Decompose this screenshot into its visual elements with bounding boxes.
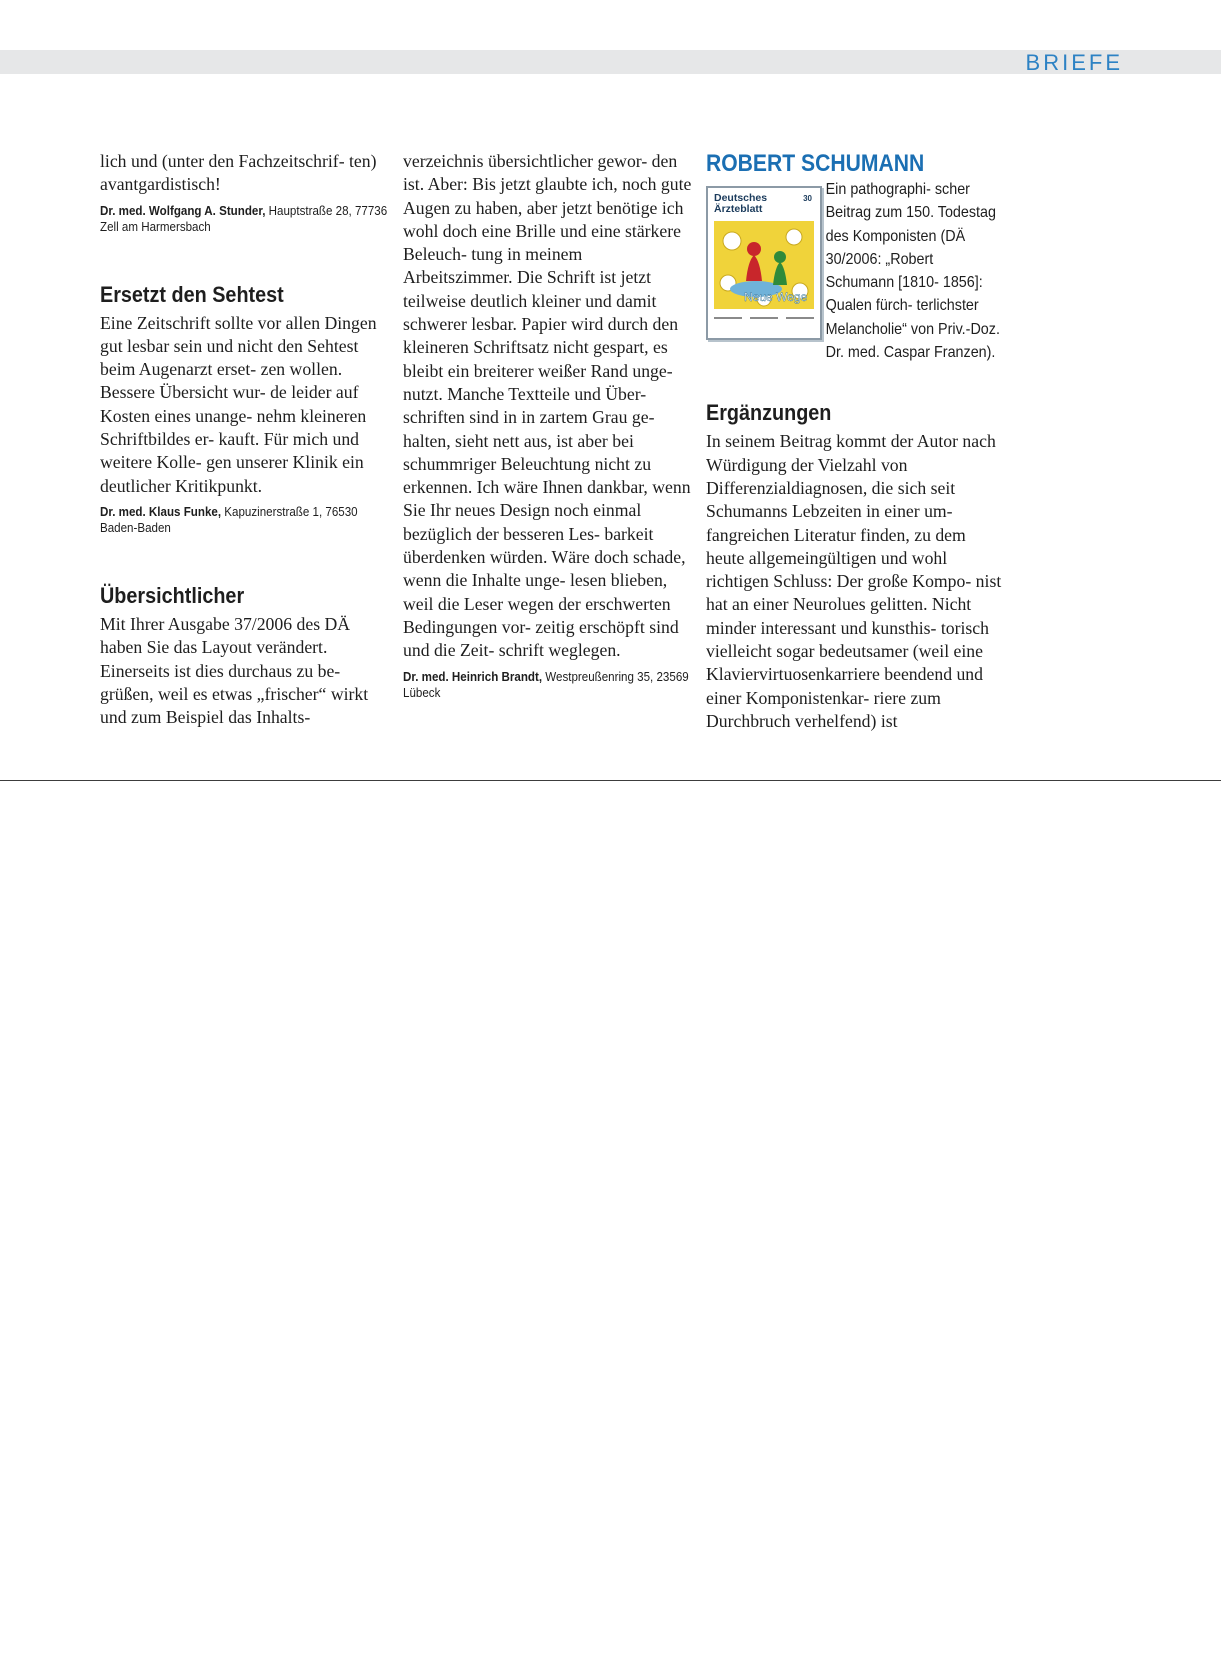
letter-text: lich und (unter den Fachzeitschrif- ten) avantgardistisch! bbox=[100, 151, 377, 195]
column-1 bbox=[100, 150, 390, 729]
letter-heading: Übersichtlicher bbox=[100, 582, 245, 608]
letter-text: In seinem Beitrag kommt der Autor nach Würdigung der Vielzahl von Differenzialdiagnosen, die sich seit Schumanns Lebzeiten in einer um- fangreichen Literatur finden, zu dem heute allgemeingültigen und wohl richtigen Schluss: Der große Kompo- nist hat an einer Neurolues gelitten. Nicht minder interessant und kunsthis- torisch vielleicht sogar bedeutsamer (weil eine Klaviervirtuosenkarriere beendend und einer Komponistenkar- riere zum Durchbruch verhelfend) ist bbox=[706, 431, 1002, 731]
letter-heading: Ergänzungen bbox=[706, 400, 832, 426]
author-address: Kapuzinerstraße 1, 76530 Baden-Baden bbox=[100, 504, 358, 536]
column-3 bbox=[706, 150, 1002, 733]
article-reference: Ein pathographi- scher Beitrag zum 150. Todestag des Komponisten (DÄ 30/2006: „Robert Schumann [1810- 1856]: Qualen fürch- terlichster Melancholie“ von Priv.-Doz. Dr. med. Caspar Franzen). bbox=[825, 181, 1000, 362]
cover-masthead: Deutsches Ärzteblatt bbox=[714, 192, 768, 215]
topic-title: ROBERT SCHUMANN bbox=[706, 150, 925, 177]
section-label: BRIEFE bbox=[1025, 50, 1123, 75]
letter-signature bbox=[100, 203, 388, 236]
column-2 bbox=[403, 150, 693, 702]
letter-heading: Ersetzt den Sehtest bbox=[100, 281, 284, 307]
author-address: Westpreußenring 35, 23569 Lübeck bbox=[403, 669, 689, 701]
letter-text: verzeichnis übersichtlicher gewor- den ist. Aber: Bis jetzt glaubte ich, noch gute Augen zu haben, aber jetzt benötige ich wohl doch eine Brille und eine stärkere Beleuch- tung in meinem Arbeitszimmer. Die Schrift ist jetzt teilweise deutlich kleiner und damit schwerer lesbar. Papier wird durch den kleineren Schriftsatz nicht gespart, es bleibt ein breiterer weißer Rand unge- nutzt. Manche Textteile und Über- schriften sind in in zartem Grau ge- halten, sieht nett aus, ist aber bei schummriger Beleuchtung nicht zu erkennen. Ich wäre Ihnen dankbar, wenn Sie Ihr neues Design noch einmal bezüglich der besseren Les- barkeit überdenken würden. Wäre doch schade, wenn die Inhalte unge- lesen blieben, weil die Leser wegen der erschwerten Bedingungen vor- zeitig erschöpft sind und die Zeit- schrift weglegen. bbox=[403, 151, 692, 661]
letter-signature bbox=[403, 669, 691, 702]
page-divider bbox=[0, 780, 1221, 781]
author-name: Dr. med. Heinrich Brandt, bbox=[403, 669, 543, 684]
letter-text: Eine Zeitschrift sollte vor allen Dingen gut lesbar sein und nicht den Sehtest beim Augenarzt erset- zen wollen. Bessere Übersicht wur- de leider auf Kosten eines unange- nehm kleineren Schriftbildes er- kauft. Für mich und weitere Kolle- gen unserer Klinik ein deutlicher Kritikpunkt. bbox=[100, 312, 377, 496]
cover-headline: Neue Wege bbox=[744, 290, 808, 304]
letter-text: Mit Ihrer Ausgabe 37/2006 des DÄ haben Sie das Layout verändert. Einerseits ist dies durchaus zu be- grüßen, weil es etwas „frischer“ wirkt und zum Beispiel das Inhalts- bbox=[100, 613, 369, 728]
author-name: Dr. med. Klaus Funke, bbox=[100, 504, 222, 519]
letter-signature bbox=[100, 504, 388, 537]
author-address: Hauptstraße 28, 77736 Zell am Harmersbach bbox=[100, 203, 388, 235]
author-name: Dr. med. Wolfgang A. Stunder, bbox=[100, 203, 266, 218]
cover-issue-number: 30 bbox=[803, 194, 812, 203]
